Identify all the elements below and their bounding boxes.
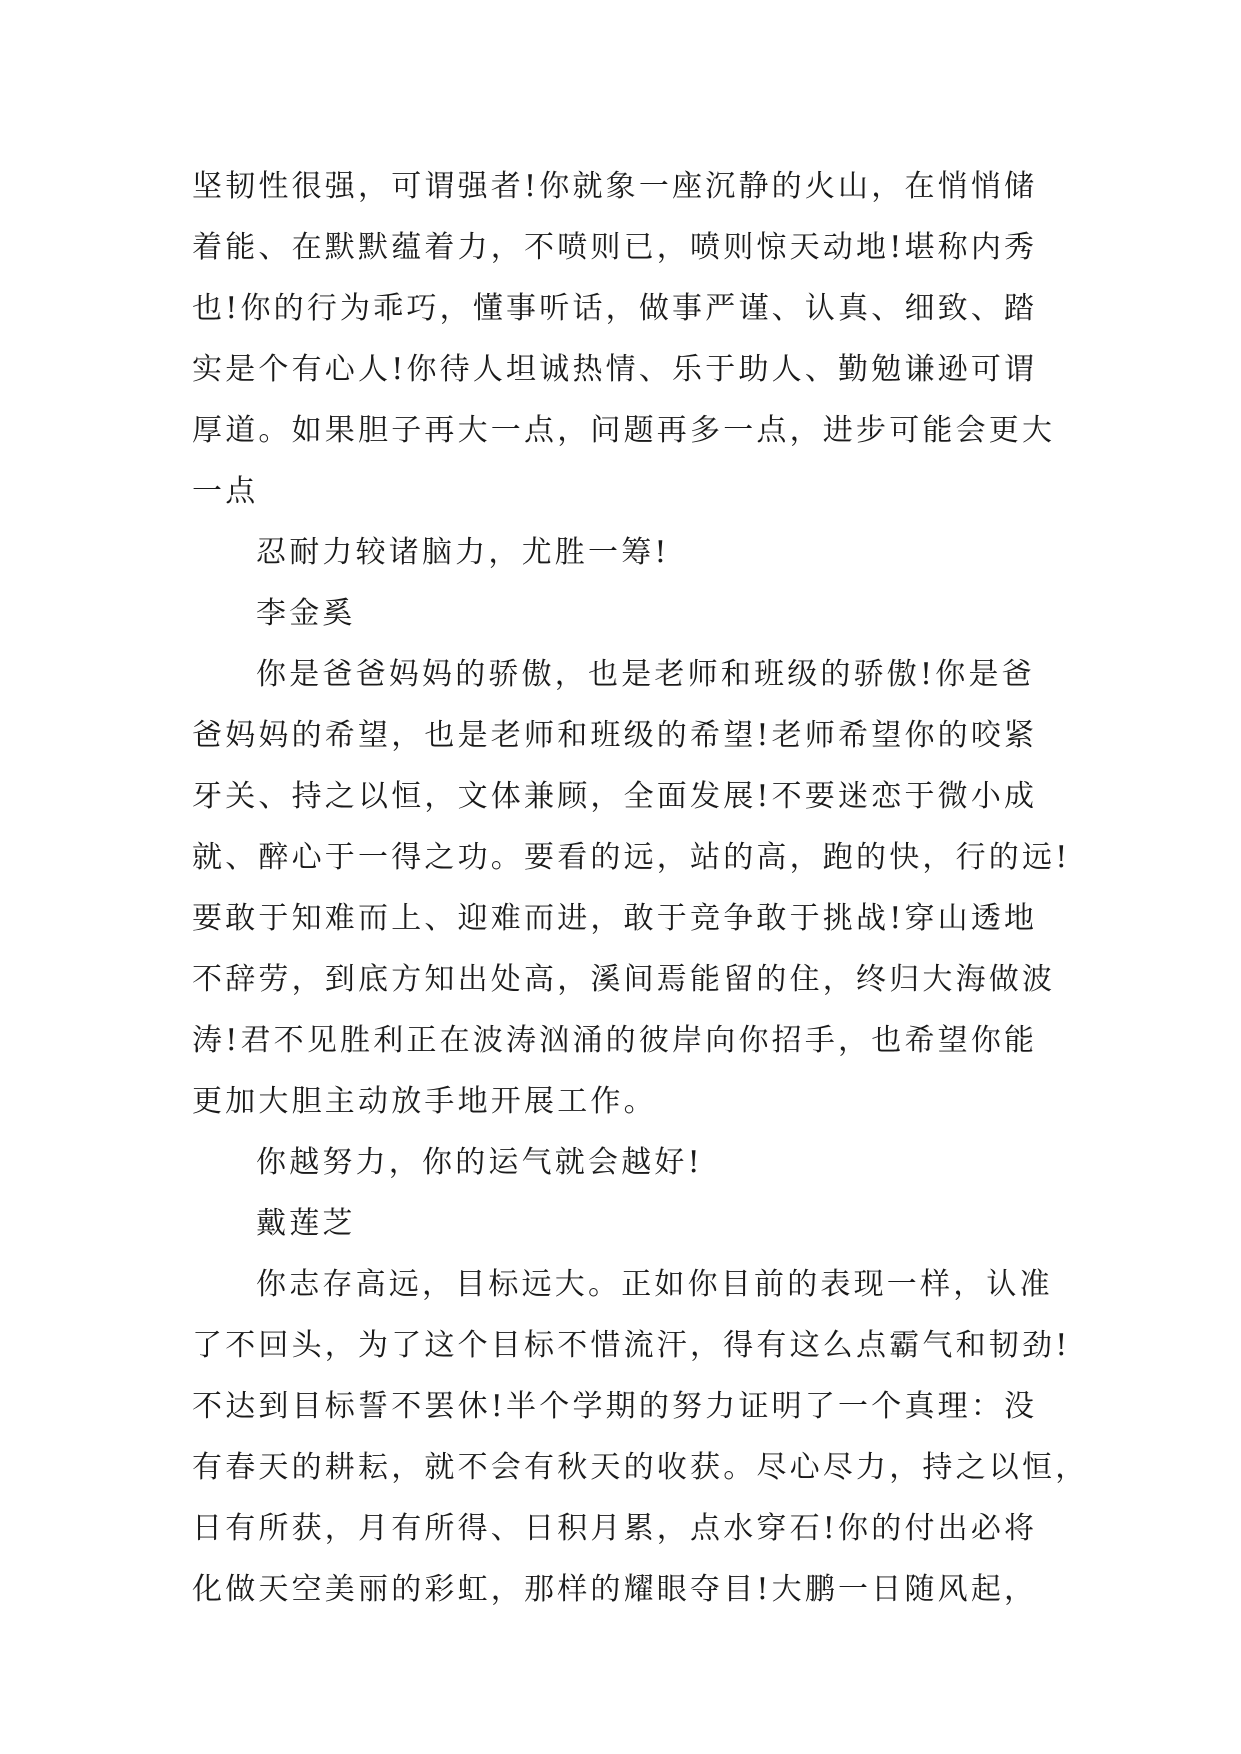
- text-line: 着能、在默默蕴着力，不喷则已，喷则惊天动地!堪称内秀: [192, 230, 1038, 265]
- text-line: 实是个有心人!你待人坦诚热情、乐于助人、勤勉谦逊可谓: [192, 352, 1038, 387]
- text-line: 更加大胆主动放手地开展工作。: [192, 1084, 657, 1119]
- text-line: 一点: [192, 474, 259, 509]
- paragraph-start-line: 你志存高远，目标远大。正如你目前的表现一样，认准: [256, 1267, 1053, 1302]
- text-line: 爸妈妈的希望，也是老师和班级的希望!老师希望你的咬紧: [192, 718, 1038, 753]
- text-line: 就、醉心于一得之功。要看的远，站的高，跑的快，行的远!: [192, 840, 1071, 875]
- text-line: 不辞劳，到底方知出处高，溪间焉能留的住，终归大海做波: [192, 962, 1056, 997]
- text-line: 厚道。如果胆子再大一点，问题再多一点，进步可能会更大: [192, 413, 1056, 448]
- motto-line: 你越努力，你的运气就会越好!: [256, 1145, 703, 1180]
- motto-line: 忍耐力较诸脑力，尤胜一筹!: [256, 535, 670, 570]
- text-line: 不达到目标誓不罢休!半个学期的努力证明了一个真理：没: [192, 1389, 1038, 1424]
- student-name: 戴莲芝: [256, 1206, 356, 1241]
- paragraph-start-line: 你是爸爸妈妈的骄傲，也是老师和班级的骄傲!你是爸: [256, 657, 1035, 692]
- text-line: 坚韧性很强，可谓强者!你就象一座沉静的火山，在悄悄储: [192, 169, 1038, 204]
- document-body: [192, 156, 1089, 1620]
- student-name: 李金奚: [256, 596, 356, 631]
- text-line: 涛!君不见胜利正在波涛汹涌的彼岸向你招手，也希望你能: [192, 1023, 1038, 1058]
- text-line: 也!你的行为乖巧，懂事听话，做事严谨、认真、细致、踏: [192, 291, 1038, 326]
- text-line: 化做天空美丽的彩虹，那样的耀眼夺目!大鹏一日随风起，: [192, 1572, 1038, 1607]
- text-line: 有春天的耕耘，就不会有秋天的收获。尽心尽力，持之以恒，: [192, 1450, 1089, 1485]
- text-line: 要敢于知难而上、迎难而进，敢于竞争敢于挑战!穿山透地: [192, 901, 1038, 936]
- text-line: 日有所获，月有所得、日积月累，点水穿石!你的付出必将: [192, 1511, 1038, 1546]
- text-line: 牙关、持之以恒，文体兼顾，全面发展!不要迷恋于微小成: [192, 779, 1038, 814]
- text-line: 了不回头，为了这个目标不惜流汗，得有这么点霸气和韧劲!: [192, 1328, 1071, 1363]
